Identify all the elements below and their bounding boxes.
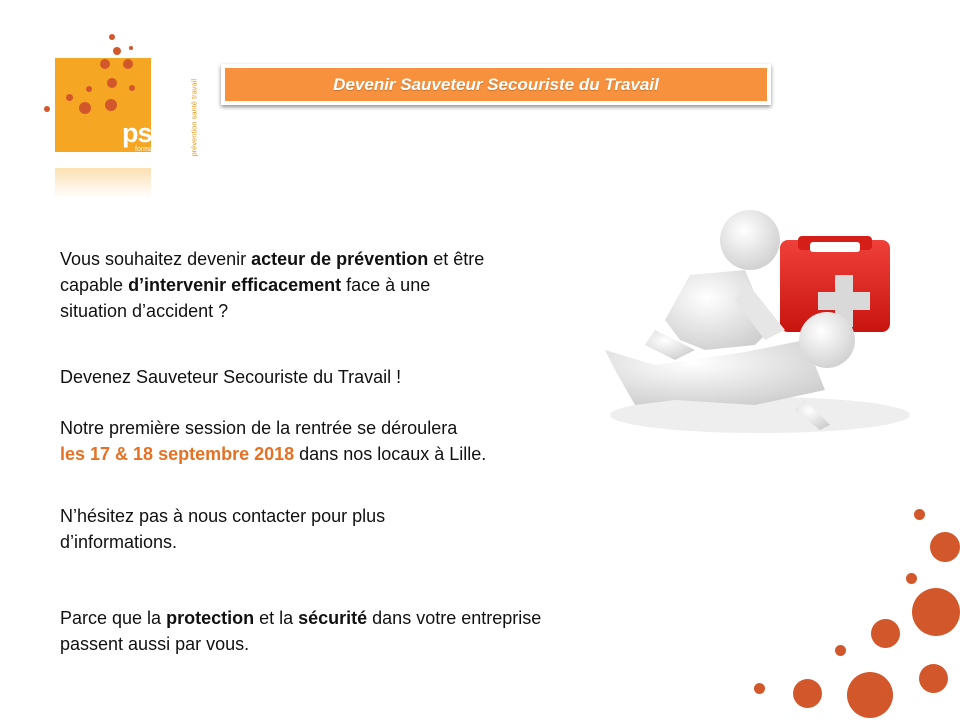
session-paragraph [60,415,486,467]
intro-text: situation d’accident ? [60,301,229,321]
closing-text: et la [254,608,299,628]
logo-dot-icon [109,34,115,40]
decor-dot-icon [906,573,917,584]
intro-paragraph [60,246,484,324]
session-text: Notre première session de la rentrée se déroulera [60,418,458,438]
closing-text: dans votre entreprise [367,608,542,628]
logo-dot-icon [123,59,133,69]
intro-bold-intervenir: d’intervenir efficacement [128,275,342,295]
decor-dot-icon [871,619,900,648]
contact-text: d’informations. [60,532,178,552]
logo-reflection [55,168,151,198]
logo-dot-icon [86,86,92,92]
logo-dot-icon [107,78,117,88]
logo-dot-icon [105,99,117,111]
logo-subtitle: formation [135,146,165,153]
intro-bold-prevention: acteur de prévention [251,249,429,269]
logo-dot-icon [113,47,121,55]
intro-text: face à une [341,275,431,295]
first-aid-cpr-icon [595,200,925,450]
decor-dot-icon [912,588,960,636]
closing-text: Parce que la [60,608,167,628]
contact-text: N’hésitez pas à nous contacter pour plus [60,506,386,526]
decor-dot-icon [914,509,925,520]
logo-dot-icon [129,46,133,50]
logo-tagline: prévention santé travail [189,78,199,157]
decor-dot-icon [847,672,893,718]
cta-text: Devenez Sauveteur Secouriste du Travail ! [60,367,402,387]
closing-paragraph [60,605,541,657]
contact-paragraph [60,503,385,555]
logo-dot-icon [129,85,135,91]
title-banner [221,64,771,105]
logo-brand: pst [122,118,160,148]
closing-bold-protection: protection [166,608,255,628]
logo-dot-icon [100,59,110,69]
logo-dot-icon [44,106,50,112]
closing-bold-securite: sécurité [298,608,368,628]
intro-text: Vous souhaitez devenir [60,249,252,269]
logo-dot-icon [79,102,91,114]
session-dates: les 17 & 18 septembre 2018 [60,444,295,464]
session-location: dans nos locaux à Lille. [294,444,487,464]
intro-text: et être [428,249,485,269]
decor-dot-icon [930,532,960,562]
cpr-illustration [595,200,925,450]
decor-dot-icon [754,683,765,694]
page-title: Devenir Sauveteur Secouriste du Travail [225,68,767,101]
decor-dot-icon [835,645,846,656]
pst-formation-logo [40,28,199,208]
decor-dot-icon [919,664,948,693]
intro-text: capable [60,275,129,295]
logo-dot-icon [66,94,73,101]
closing-text: passent aussi par vous. [60,634,250,654]
decor-dot-icon [793,679,822,708]
